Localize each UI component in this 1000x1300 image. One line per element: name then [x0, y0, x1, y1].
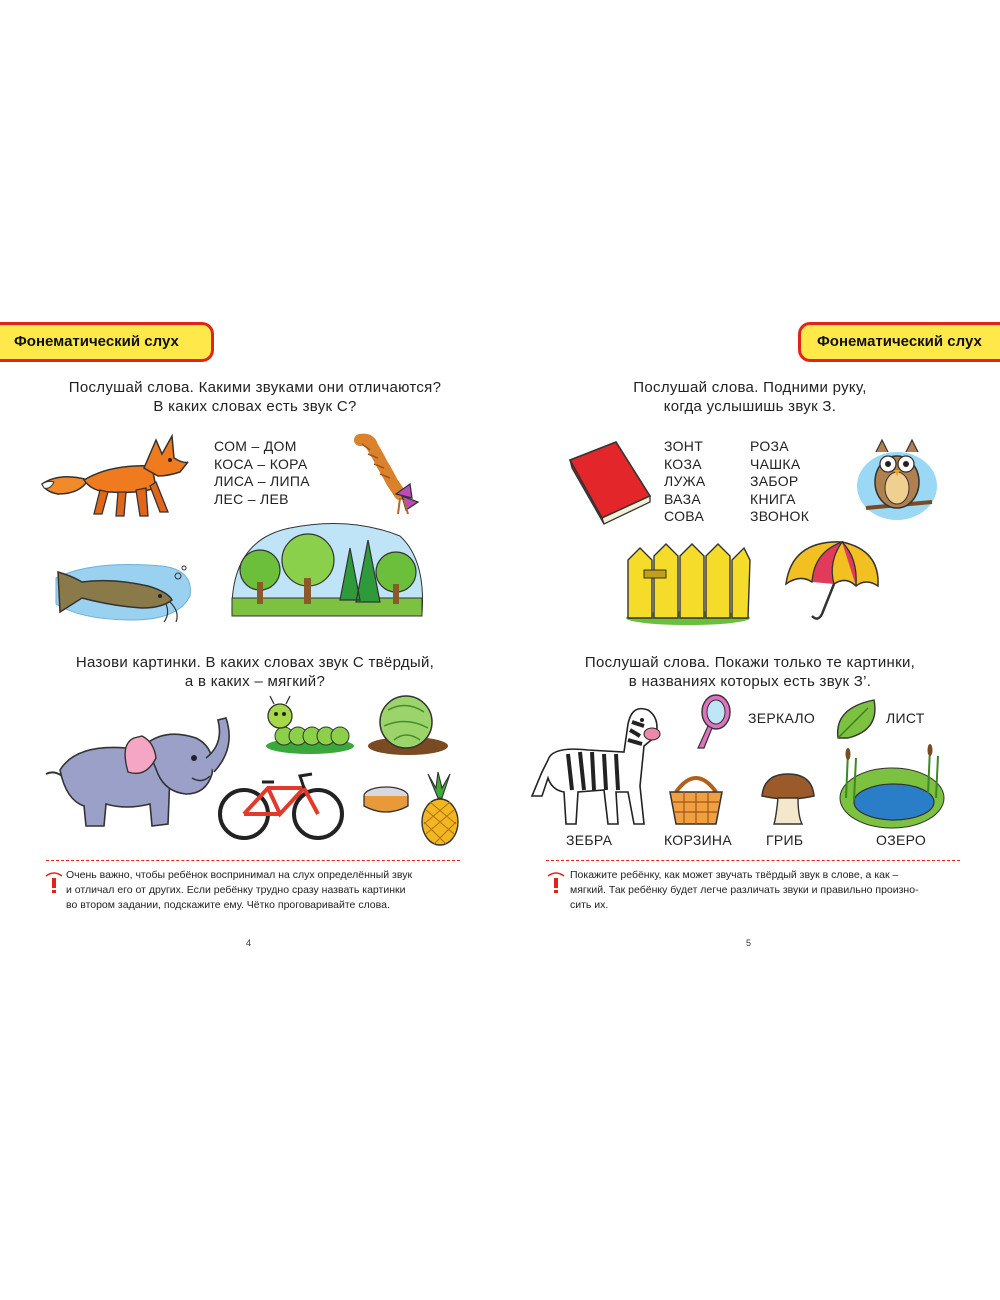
umbrella-picture: [782, 536, 882, 622]
left-note-line2: и отличал его от других. Если ребёнку трудно сразу назвать картинки: [66, 884, 406, 896]
leaf-label: ЛИСТ: [886, 710, 925, 726]
pineapple-picture: [416, 772, 462, 846]
word: КНИГА: [750, 490, 796, 507]
word-pair: СОМ – ДОМ: [214, 438, 297, 454]
word: ЗАБОР: [750, 473, 799, 489]
fox-picture: [40, 432, 190, 522]
basket-picture: [666, 770, 726, 828]
right-parent-note: [570, 868, 960, 913]
right-note-line3: сить их.: [570, 899, 609, 911]
catfish-picture: [52, 556, 197, 626]
right-words-column-1: [664, 438, 706, 526]
left-task2-instruction: [40, 653, 470, 691]
attention-icon: [546, 870, 566, 894]
mirror-picture: [694, 694, 732, 750]
word: КОЗА: [664, 455, 702, 472]
word-pair: ЛИСА – ЛИПА: [214, 473, 310, 489]
word-pair: КОСА – КОРА: [214, 455, 308, 472]
right-task1-line1: Послушай слова. Подними руку,: [633, 379, 867, 396]
right-separator: [546, 860, 960, 861]
sieve-picture: [362, 784, 410, 818]
right-task2-instruction: [560, 653, 940, 691]
right-note-line2: мягкий. Так ребёнку будет легче различать звуки и правильно произно-: [570, 884, 919, 896]
right-task2-line1: Послушай слова. Покажи только те картинки,: [584, 654, 916, 671]
right-page-number: 5: [746, 938, 752, 948]
mushroom-picture: [760, 772, 816, 826]
word: ЗОНТ: [664, 438, 704, 454]
word: РОЗА: [750, 438, 789, 454]
braid-picture: [356, 436, 426, 516]
word: ЗВОНОК: [750, 508, 810, 524]
left-task1-line2: В каких словах есть звук С?: [153, 398, 357, 415]
cabbage-picture: [366, 690, 448, 756]
fence-picture: [622, 540, 752, 626]
left-task2-line1: Назови картинки. В каких словах звук С твёрдый,: [75, 654, 435, 671]
right-note-line1: Покажите ребёнку, как может звучать твёрдый звук в слове, а как –: [570, 869, 899, 881]
word-pair: ЛЕС – ЛЕВ: [214, 490, 289, 507]
attention-icon: [44, 870, 64, 894]
owl-picture: [854, 430, 940, 522]
zebra-picture: [528, 700, 662, 830]
forest-picture: [230, 520, 425, 622]
left-task2-line2: а в каких – мягкий?: [184, 673, 326, 690]
left-task1-line1: Послушай слова. Какими звуками они отличаются?: [68, 379, 442, 396]
zebra-label: ЗЕБРА: [566, 832, 613, 848]
word: ЧАШКА: [750, 455, 801, 472]
right-task1-line2: когда услышишь звук З.: [663, 398, 837, 415]
caterpillar-picture: [264, 696, 354, 756]
leaf-picture: [834, 698, 880, 742]
left-note-line3: во втором задании, подскажите ему. Чётко проговаривайте слова.: [66, 899, 390, 911]
word: ЛУЖА: [664, 473, 706, 489]
right-task1-instruction: [560, 378, 940, 416]
word: СОВА: [664, 508, 705, 524]
left-word-pairs: [214, 438, 310, 508]
lake-picture: [838, 744, 944, 830]
mushroom-label: ГРИБ: [766, 832, 804, 848]
left-page-number: 4: [246, 938, 252, 948]
elephant-picture: [46, 714, 228, 844]
right-section-header: Фонематический слух: [798, 322, 1000, 362]
mirror-label: ЗЕРКАЛО: [748, 710, 816, 726]
basket-label: КОРЗИНА: [664, 832, 732, 848]
left-note-line1: Очень важно, чтобы ребёнок воспринимал на слух определённый звук: [66, 869, 413, 881]
left-separator: [46, 860, 460, 861]
lake-label: ОЗЕРО: [876, 832, 927, 848]
left-section-header: Фонематический слух: [0, 322, 214, 362]
word: ВАЗА: [664, 490, 702, 507]
bicycle-picture: [216, 770, 346, 842]
book-picture: [566, 440, 652, 526]
left-parent-note: [66, 868, 466, 913]
right-task2-line2: в названиях которых есть звук З’.: [628, 673, 872, 690]
right-words-column-2: [750, 438, 809, 526]
left-task1-instruction: [40, 378, 470, 416]
